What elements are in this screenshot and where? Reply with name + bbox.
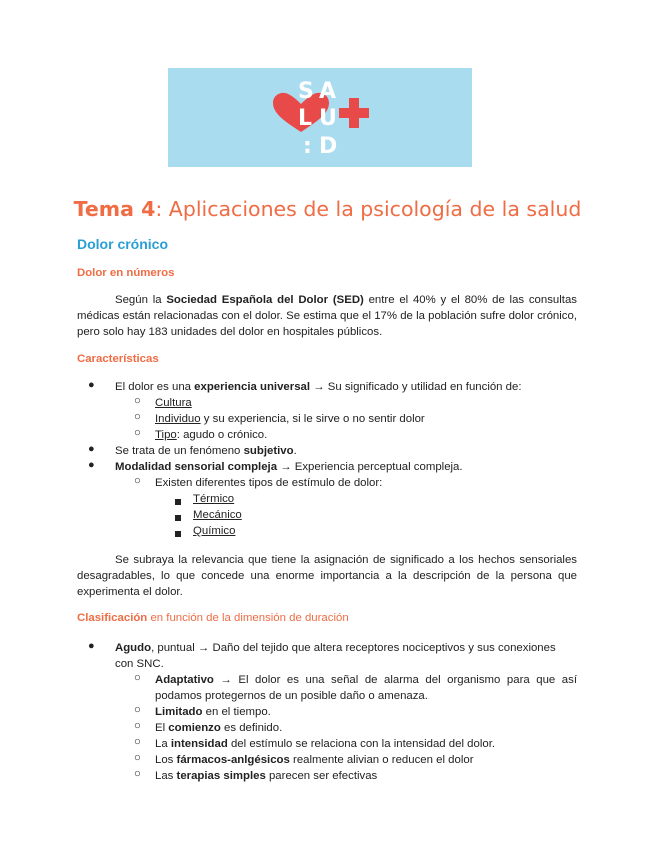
- circle-bullet-icon: ○: [134, 704, 141, 716]
- list-item: Químico: [193, 525, 236, 537]
- list-item: Térmico: [193, 493, 235, 505]
- circle-bullet-icon: ○: [134, 720, 141, 732]
- circle-bullet-icon: ○: [134, 427, 141, 439]
- bullet-icon: ●: [88, 379, 95, 391]
- list-item-continuation: con SNC.: [115, 658, 164, 670]
- cross-icon: [339, 98, 369, 128]
- circle-bullet-icon: ○: [134, 411, 141, 423]
- logo-letter-l: L: [298, 106, 313, 131]
- salud-logo: [168, 68, 472, 167]
- list-item: Agudo, puntual → Daño del tejido que altera receptores nociceptivos y sus conexiones: [115, 642, 556, 654]
- logo-letter-u: U: [319, 106, 337, 131]
- circle-bullet-icon: ○: [134, 768, 141, 780]
- subheading-caracteristicas: Características: [77, 353, 159, 365]
- square-bullet-icon: [175, 528, 181, 540]
- logo-letter-s: S: [298, 79, 314, 104]
- list-item: Modalidad sensorial compleja → Experiencia perceptual compleja.: [115, 461, 463, 473]
- circle-bullet-icon: ○: [134, 475, 141, 487]
- list-item-continuation: podamos protegernos de un posible daño o amenaza.: [155, 690, 428, 702]
- logo-letter-colon: :: [303, 134, 312, 159]
- circle-bullet-icon: ○: [134, 672, 141, 684]
- section-heading: Dolor crónico: [77, 236, 169, 252]
- bullet-icon: ●: [88, 640, 95, 652]
- list-item: Mecánico: [193, 509, 242, 521]
- square-bullet-icon: [175, 512, 181, 524]
- paragraph-significado: Se subraya la relevancia que tiene la asignación de significado a los hechos sensoriales desagradables, lo que concede una enorme importancia a la descripción de la persona que experimenta el dolor.: [77, 554, 577, 599]
- page-title: Tema 4: Aplicaciones de la psicología de la salud: [73, 197, 582, 221]
- list-item: La intensidad del estímulo se relaciona con la intensidad del dolor.: [155, 738, 496, 750]
- logo-letter-d: D: [319, 134, 338, 159]
- list-item: Individuo y su experiencia, si le sirve o no sentir dolor: [155, 413, 425, 425]
- square-bullet-icon: [175, 496, 181, 508]
- list-item: Se trata de un fenómeno subjetivo.: [115, 445, 297, 457]
- bullet-icon: ●: [88, 459, 95, 471]
- list-item: Existen diferentes tipos de estímulo de dolor:: [155, 477, 383, 489]
- list-item: El dolor es una experiencia universal → Su significado y utilidad en función de:: [115, 381, 522, 393]
- circle-bullet-icon: ○: [134, 736, 141, 748]
- bullet-icon: ●: [88, 443, 95, 455]
- list-item: Cultura: [155, 397, 192, 409]
- circle-bullet-icon: ○: [134, 752, 141, 764]
- list-item: Los fármacos-anlgésicos realmente alivian o reducen el dolor: [155, 754, 474, 766]
- circle-bullet-icon: ○: [134, 395, 141, 407]
- subheading-clasificacion: Clasificación en función de la dimensión de duración: [77, 612, 349, 624]
- list-item: Las terapias simples parecen ser efectivas: [155, 770, 378, 782]
- list-item: Tipo: agudo o crónico.: [155, 429, 268, 441]
- salud-banner: [168, 68, 472, 167]
- list-item: Adaptativo → El dolor es una señal de alarma del organismo para que así: [155, 674, 577, 686]
- subheading-numeros: Dolor en números: [77, 267, 175, 279]
- list-item: El comienzo es definido.: [155, 722, 283, 734]
- logo-letter-a: A: [319, 79, 337, 104]
- paragraph-numeros: Según la Sociedad Española del Dolor (SED) entre el 40% y el 80% de las consultas médicas están relacionadas con el dolor. Se estima que el 17% de la población sufre dolor crónico, pero solo hay 183 unidades del dolor en hospitales públicos.: [77, 294, 577, 339]
- list-item: Limitado en el tiempo.: [155, 706, 271, 718]
